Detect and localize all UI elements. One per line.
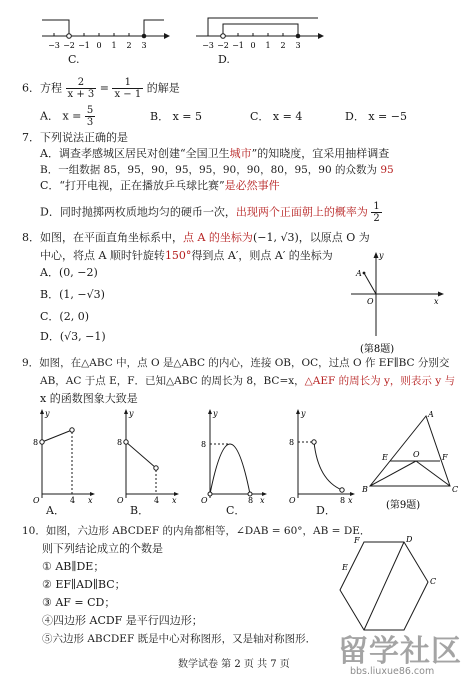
question-8-stem-line2 (40, 249, 333, 263)
origin-label: O (201, 496, 208, 504)
tick-label: 2 (126, 41, 132, 50)
q8-option-d[interactable]: D．(√3, −1) (40, 330, 106, 343)
question-10-stem-line1 (22, 524, 370, 538)
vertex-label-c: C (430, 577, 436, 586)
q8-option-b[interactable]: B．(1, −√3) (40, 288, 105, 301)
highlight-text: 150° (164, 249, 192, 262)
option-text: A．调查孝感城区居民对创建“全国卫生 (40, 147, 230, 160)
option-text: B．一组数据 85，95，90，95，95，90，90，80，95，90 的众数为 (40, 164, 377, 176)
axis-label-x: x (348, 496, 353, 504)
highlight-text: 出现两个正面朝上的概率为 (235, 205, 368, 219)
stem-text: 下列说法正确的是 (40, 131, 128, 144)
fraction (371, 201, 381, 224)
tick-label: −2 (217, 41, 229, 50)
watermark-url: bbs.liuxue86.com (350, 666, 435, 677)
fraction (66, 77, 97, 100)
q9-option-c[interactable]: C． (226, 504, 246, 517)
question-10-stem-line2: 则下列结论成立的个数是 (42, 542, 163, 555)
q9-triangle-figure (358, 408, 462, 512)
question-6-stem (22, 77, 180, 100)
stem-text: 中心，将点 A 顺时针旋转 (40, 249, 165, 262)
axis-label-y: y (45, 409, 50, 418)
fig-label-x: x (434, 297, 439, 306)
q6-option-c[interactable]: C． x = 4 (250, 110, 303, 123)
fig-label-a: A (356, 269, 362, 278)
tick-label: 8 (201, 440, 207, 449)
q9-graph-a (28, 408, 96, 504)
numberline-c (40, 10, 170, 56)
origin-label: O (117, 496, 124, 504)
tick-label: 8 (117, 438, 123, 447)
origin-label: O (289, 496, 296, 504)
option-d-label: D. (218, 53, 230, 66)
statement-2: ② EF∥AD∥BC； (42, 578, 126, 591)
tick-label: 4 (70, 496, 76, 504)
numerator: 1 (112, 77, 143, 89)
question-number: 9． (22, 357, 40, 369)
tick-label: 0 (250, 41, 256, 50)
q7-option-b[interactable] (40, 163, 394, 177)
figure-caption: (第9题) (386, 500, 421, 511)
q8-option-c[interactable]: C．(2, 0) (40, 310, 89, 323)
fraction (85, 105, 95, 128)
vertex-label-f: F (354, 536, 360, 545)
highlight-text: △AEF 的周长为 y，则表示 y 与 (304, 375, 455, 387)
tick-label: 1 (265, 41, 271, 50)
question-9-stem-line3: x 的函数图象大致是 (40, 392, 138, 405)
option-text: C．“打开电视，正在播放乒乓球比赛” (40, 179, 225, 192)
denominator: x − 1 (114, 89, 142, 100)
tick-label: 8 (33, 438, 39, 447)
equals-sign: = (99, 81, 109, 95)
tick-label: 2 (280, 41, 286, 50)
question-9-stem-line2 (40, 374, 455, 388)
tick-label: −1 (232, 41, 244, 50)
vertex-label-e: E (382, 453, 388, 462)
statement-3: ③ AF = CD； (42, 596, 116, 609)
question-8-stem-line1 (22, 231, 370, 245)
tick-label: −2 (63, 41, 75, 50)
axis-label-x: x (260, 496, 265, 504)
tick-label: 3 (295, 41, 301, 50)
q7-option-c[interactable] (40, 179, 280, 193)
option-c-label: C. (68, 53, 80, 66)
stem-text: (−1, √3)，以原点 O 为 (252, 231, 370, 244)
statement-1: ① AB∥DE； (42, 560, 105, 573)
origin-label: O (33, 496, 40, 504)
highlight-text: 95 (380, 164, 394, 176)
stem-text: 方程 (40, 81, 62, 95)
question-number: 10． (22, 525, 46, 537)
q9-graph-b (112, 408, 180, 504)
tick-label: 8 (248, 496, 254, 504)
tick-label: 3 (141, 41, 147, 50)
q9-option-a[interactable]: A． (46, 504, 65, 517)
axis-label-y: y (301, 409, 306, 418)
vertex-label-c: C (452, 485, 459, 494)
numerator: 5 (86, 105, 94, 116)
question-number: 8． (22, 231, 40, 244)
option-text: D．同时抛掷两枚质地均匀的硬币一次， (40, 205, 236, 219)
tick-label: −1 (78, 41, 90, 50)
axis-label-x: x (88, 496, 93, 504)
tick-label: −3 (48, 41, 60, 50)
q7-option-d[interactable] (40, 201, 382, 224)
q9-option-b[interactable]: B． (130, 504, 150, 517)
question-number: 6． (22, 81, 40, 95)
q9-graph-c (196, 408, 268, 504)
vertex-label-o: O (413, 450, 420, 459)
stem-text: 如图，在平面直角坐标系中， (40, 231, 183, 244)
q6-option-d[interactable]: D． x = −5 (345, 110, 407, 123)
q6-option-a[interactable] (40, 105, 95, 128)
q10-hexagon-figure (336, 534, 436, 638)
stem-text: AB，AC 于点 E，F．已知△ABC 的周长为 8，BC=x， (40, 375, 305, 387)
numerator: 1 (373, 201, 380, 212)
vertex-label-f: F (442, 453, 448, 462)
q9-graph-d (284, 408, 356, 504)
fraction (112, 77, 143, 100)
q6-option-b[interactable]: B． x = 5 (150, 110, 202, 123)
vertex-label-e: E (342, 563, 348, 572)
figure-caption: (第8题) (360, 344, 395, 355)
statement-5: ⑤六边形 ABCDEF 既是中心对称图形，又是轴对称图形． (42, 633, 317, 645)
highlight-text: 是必然事件 (224, 179, 280, 192)
question-7-stem (22, 131, 128, 145)
denominator: x + 3 (67, 89, 95, 100)
vertex-label-b: B (362, 485, 368, 494)
numerator: 2 (66, 77, 97, 89)
tick-label: 1 (111, 41, 117, 50)
axis-label-y: y (213, 409, 218, 418)
highlight-text: 城市 (229, 147, 252, 160)
highlight-text: 点 A 的坐标为 (183, 231, 253, 244)
watermark-logo: 留学社区 (338, 634, 462, 669)
option-label: A． (40, 109, 59, 123)
tick-label: −3 (202, 41, 214, 50)
question-9-stem-line1 (22, 356, 449, 370)
option-text: ”的知晓度，宜采用抽样调查 (251, 147, 390, 160)
option-text: x = (62, 109, 82, 123)
q9-option-d[interactable]: D． (316, 504, 336, 517)
tick-label: 4 (154, 496, 160, 504)
page-footer: 数学试卷 第 2 页 共 7 页 (178, 659, 290, 670)
vertex-label-d: D (406, 535, 413, 544)
q7-option-a[interactable] (40, 147, 389, 161)
tick-label: 8 (289, 438, 295, 447)
denominator: 3 (86, 117, 94, 128)
stem-text: 得到点 A′，则点 A′ 的坐标为 (191, 249, 333, 262)
stem-text: 如图，在△ABC 中，点 O 是△ABC 的内心，连接 OB，OC，过点 O 作 EF∥BC 分别交 (39, 357, 450, 369)
axis-label-y: y (129, 409, 134, 418)
stem-text: 如图，六边形 ABCDEF 的内角都相等，∠DAB = 60°，AB = DE． (45, 525, 371, 537)
tick-label: 0 (96, 41, 102, 50)
vertex-label-a: A (428, 410, 434, 419)
question-number: 7． (22, 131, 40, 144)
denominator: 2 (373, 213, 380, 224)
axis-label-x: x (172, 496, 177, 504)
tick-label: 8 (340, 496, 346, 504)
statement-4: ④四边形 ACDF 是平行四边形； (42, 614, 203, 627)
fig-label-y: y (379, 251, 384, 260)
q8-option-a[interactable]: A．(0, −2) (40, 266, 98, 279)
fig-label-o: O (367, 297, 374, 306)
stem-text: 的解是 (146, 81, 180, 95)
q8-figure (346, 248, 446, 358)
numberline-d (194, 10, 324, 56)
